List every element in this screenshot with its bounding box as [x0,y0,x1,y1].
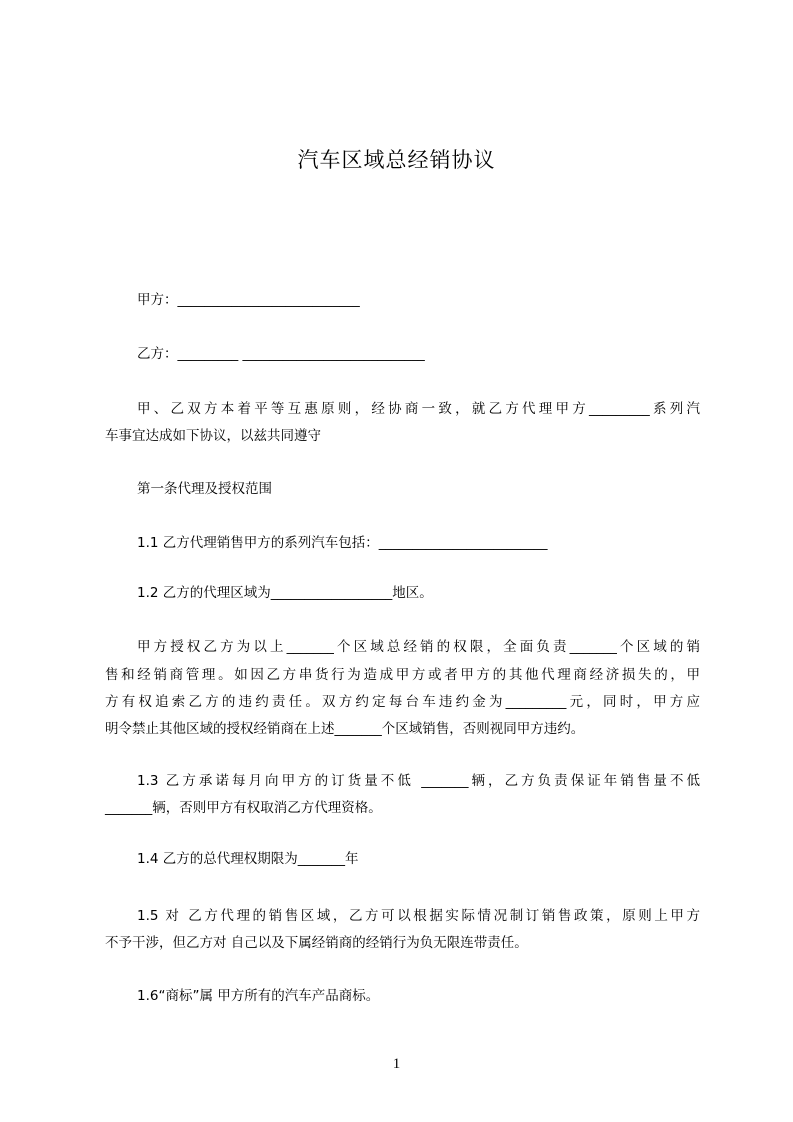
clause-1-6: 1.6“商标”属 甲方所有的汽车产品商标。 [137,988,380,1004]
clause-1-3-line-1: 1.3 乙方承诺每月向甲方的订货量不低 _______辆，乙方负责保证年销售量不低 [137,773,700,789]
clause-1-5-line-1: 1.5 对 乙方代理的销售区域，乙方可以根据实际情况制订销售政策，原则上甲方 [137,908,700,924]
authorization-line-2: 售和经销商管理。如因乙方串货行为造成甲方或者甲方的其他代理商经济损失的，甲 [105,667,700,683]
page-number: 1 [392,1056,401,1072]
intro-line-1: 甲、乙双方本着平等互惠原则，经协商一致，就乙方代理甲方_________系列汽 [137,401,700,417]
clause-1-5-line-2: 不予干涉，但乙方对 自己以及下属经销商的经销行为负无限连带责任。 [105,935,528,951]
authorization-line-1: 甲方授权乙方为以上_______个区域总经销的权限，全面负责_______个区域的销 [137,639,700,655]
party-a-line: 甲方：___________________________ [137,292,360,308]
intro-line-2: 车事宜达成如下协议，以兹共同遵守 [105,428,321,444]
clause-1-2: 1.2 乙方的代理区域为__________________地区。 [137,585,433,601]
authorization-line-4: 明令禁止其他区域的授权经销商在上述_______个区域销售，否则视同甲方违约。 [105,721,585,737]
clause-1-3-line-2: _______辆，否则甲方有权取消乙方代理资格。 [105,800,382,816]
clause-1-4: 1.4 乙方的总代理权期限为_______年 [137,851,359,867]
document-title: 汽车区域总经销协议 [297,148,496,172]
authorization-line-3: 方有权追索乙方的违约责任。双方约定每台车违约金为_________元，同时，甲方应 [105,694,700,710]
clause-1-1: 1.1 乙方代理销售甲方的系列汽车包括：_________________________ [137,535,548,551]
article-1-heading: 第一条代理及授权范围 [137,481,272,497]
party-b-line: 乙方：_________ ___________________________ [137,346,425,362]
